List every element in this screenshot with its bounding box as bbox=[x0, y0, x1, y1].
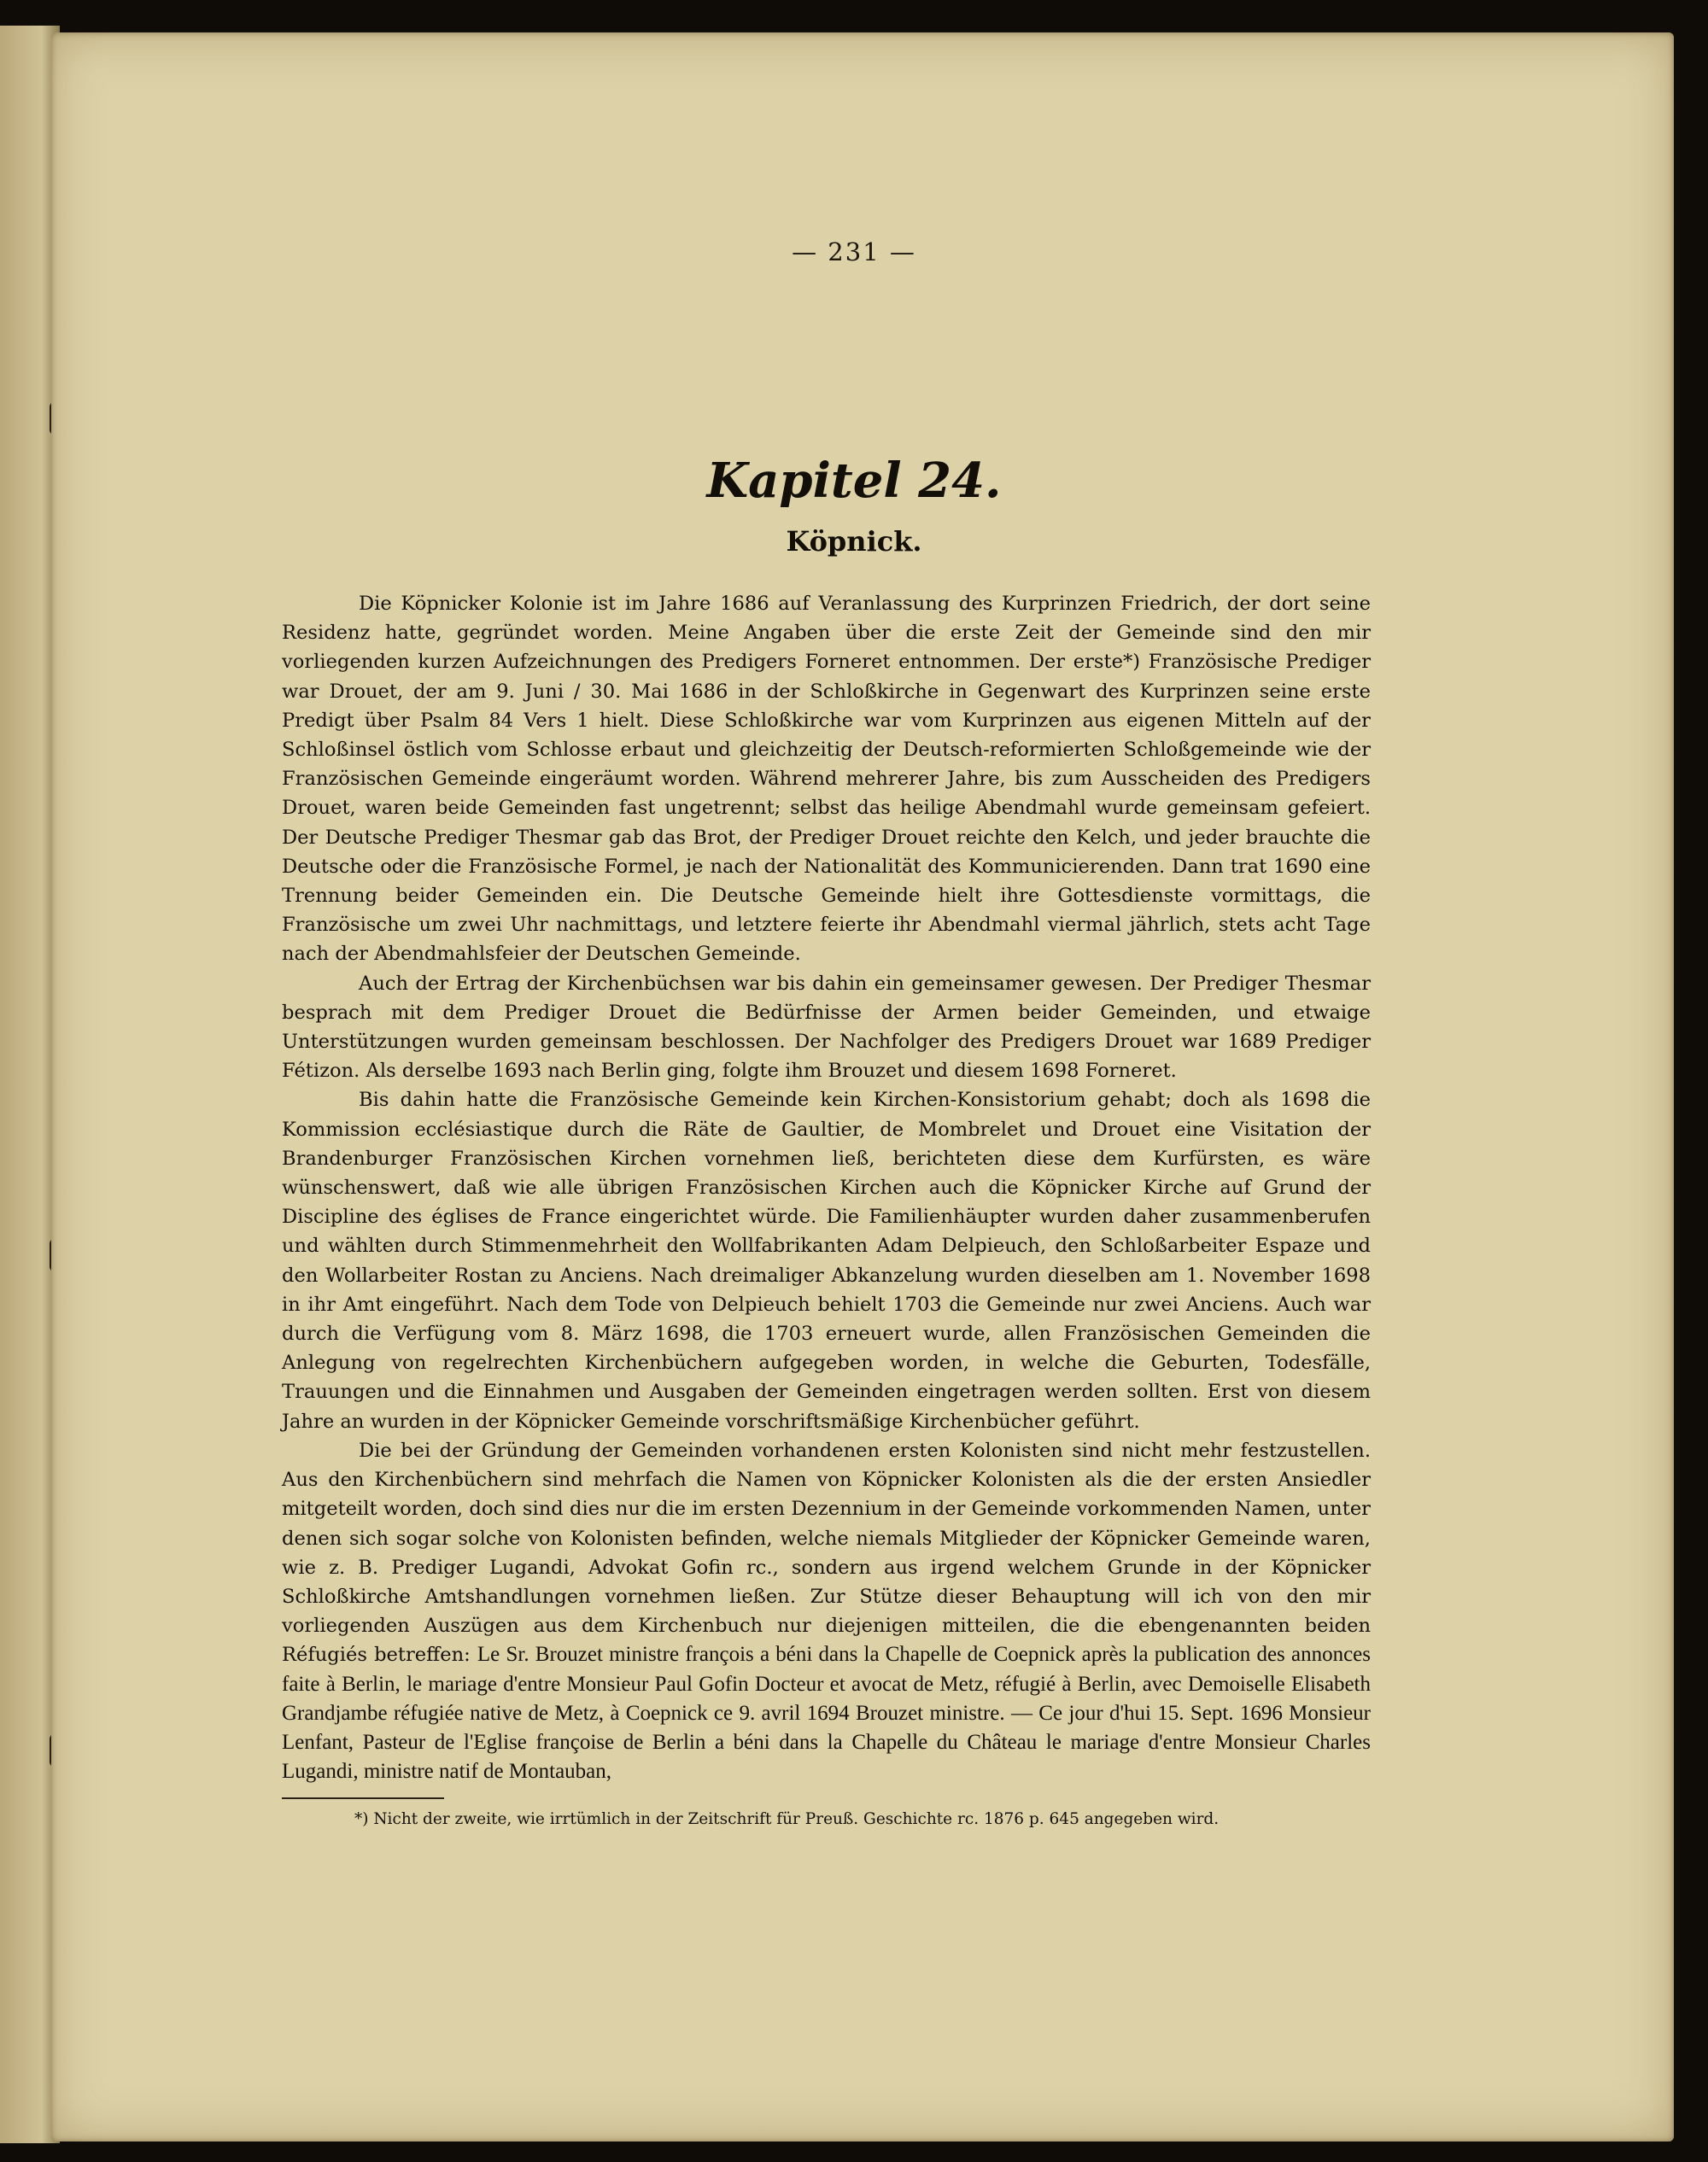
paragraph bbox=[282, 1436, 1371, 1786]
section-title: Köpnick. bbox=[786, 525, 922, 558]
page-number: — 231 — bbox=[792, 237, 916, 266]
paragraph: Bis dahin hatte die Französische Gemeinde kein Kirchen-Konsistorium gehabt; doch als 1698 die Kommission ecclésiastique durch die Räte de Gaultier, de Mombrelet und Drouet eine Visitation der Brandenburger Französischen Kirchen vornehmen ließ, berichteten diese dem Kurfürsten, es wäre wünschenswert, daß wie alle übrigen Französischen Kirchen auch die Köpnicker Kirche auf Grund der Discipline des églises de France eingerichtet würde. Die Familienhäupter wurden daher zusammenberufen und wählten durch Stimmenmehrheit den Wollfabrikanten Adam Delpieuch, den Schloßarbeiter Espaze und den Wollarbeiter Rostan zu Anciens. Nach dreimaliger Abkanzelung wurden dieselben am 1. November 1698 in ihr Amt eingeführt. Nach dem Tode von Delpieuch behielt 1703 die Gemeinde nur zwei Anciens. Auch war durch die Verfügung vom 8. März 1698, die 1703 erneuert wurde, allen Französischen Gemeinden die Anlegung von regelrechten Kirchenbüchern aufgegeben worden, in welche die Geburten, Todesfälle, Trauungen und die Einnahmen und Ausgaben der Gemeinden eingetragen werden sollten. Erst von diesem Jahre an wurden in der Köpnicker Gemeinde vorschriftsmäßige Kirchenbücher geführt. bbox=[282, 1089, 1371, 1433]
chapter-title: Kapitel 24. bbox=[706, 453, 1002, 509]
body-text bbox=[282, 589, 1371, 1786]
paragraph-german-part: Die bei der Gründung der Gemeinden vorhandenen ersten Kolonisten sind nicht mehr festzustellen. Aus den Kirchenbüchern sind mehrfach die Namen von Köpnicker Kolonisten als die der ersten Ansiedler mitgeteilt worden, doch sind dies nur die im ersten Dezennium in der Gemeinde vorkommenden Namen, unter denen sich sogar solche von Kolonisten befinden, welche niemals Mitglieder der Köpnicker Gemeinde waren, wie z. B. Prediger Lugandi, Advokat Gofin rc., sondern aus irgend welchem Grunde in der Köpnicker Schloßkirche Amtshandlungen vornehmen ließen. Zur Stütze dieser Behauptung will ich von den mir vorliegenden Auszügen aus dem Kirchenbuch nur diejenigen mitteilen, die die ebengenannten beiden Réfugiés betreffen: bbox=[282, 1439, 1371, 1667]
footnote: *) Nicht der zweite, wie irrtümlich in der Zeitschrift für Preuß. Geschichte rc. 1876 p. 645 angegeben wird. bbox=[354, 1810, 1220, 1828]
paragraph-french-quote: Le Sr. Brouzet ministre françois a béni dans la Chapelle de Coepnick après la publication des annonces faite à Berlin, le mariage d'entre Monsieur Paul Gofin Docteur et avocat de Metz, réfugié à Berlin, avec Demoiselle Elisabeth Grandjambe réfugiée native de Metz, à Coepnick ce 9. avril 1694 Brouzet ministre. — Ce jour d'hui 15. Sept. 1696 Monsieur Lenfant, Pasteur de l'Eglise françoise de Berlin a béni dans la Chapelle du Château le mariage d'entre Monsieur Charles Lugandi, ministre natif de Montauban, bbox=[282, 1643, 1372, 1784]
paragraph: Auch der Ertrag der Kirchenbüchsen war bis dahin ein gemeinsamer gewesen. Der Prediger Thesmar besprach mit dem Prediger Drouet die Bedürfnisse der Armen beider Gemeinden, und etwaige Unterstützungen wurden gemeinsam beschlossen. Der Nachfolger des Predigers Drouet war 1689 Prediger Fétizon. Als derselbe 1693 nach Berlin ging, folgte ihm Brouzet und diesem 1698 Forneret. bbox=[282, 972, 1371, 1083]
paragraph: Die Köpnicker Kolonie ist im Jahre 1686 auf Veranlassung des Kurprinzen Friedrich, der dort seine Residenz hatte, gegründet worden. Meine Angaben über die erste Zeit der Gemeinde sind den mir vorliegenden kurzen Aufzeichnungen des Predigers Forneret entnommen. Der erste*) Französische Prediger war Drouet, der am 9. Juni / 30. Mai 1686 in der Schloßkirche in Gegenwart des Kurprinzen seine erste Predigt über Psalm 84 Vers 1 hielt. Diese Schloßkirche war vom Kurprinzen aus eigenen Mitteln auf der Schloßinsel östlich vom Schlosse erbaut und gleichzeitig der Deutsch-reformierten Schloßgemeinde wie der Französischen Gemeinde eingeräumt worden. Während mehrerer Jahre, bis zum Ausscheiden des Predigers Drouet, waren beide Gemeinden fast ungetrennt; selbst das heilige Abendmahl wurde gemeinsam gefeiert. Der Deutsche Prediger Thesmar gab das Brot, der Prediger Drouet reichte den Kelch, und jeder brauchte die Deutsche oder die Französische Formel, je nach der Nationalität des Kommunicierenden. Dann trat 1690 eine Trennung beider Gemeinden ein. Die Deutsche Gemeinde hielt ihre Gottesdienste vormittags, die Französische um zwei Uhr nachmittags, und letztere feierte ihr Abendmahl viermal jährlich, stets acht Tage nach der Abendmahlsfeier der Deutschen Gemeinde. bbox=[282, 593, 1371, 966]
footnote-rule bbox=[282, 1797, 444, 1799]
